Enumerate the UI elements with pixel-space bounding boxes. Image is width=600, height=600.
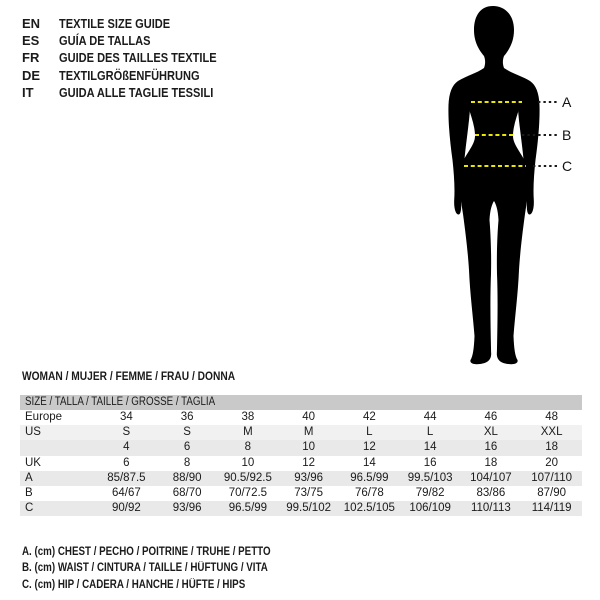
body-silhouette [458, 6, 530, 364]
size-cell: 16 [484, 441, 498, 454]
size-cell: 64/67 [111, 486, 141, 499]
size-cell: 12 [302, 456, 316, 469]
language-label: TEXTILE SIZE GUIDE [59, 16, 171, 31]
size-cell: 14 [423, 441, 437, 454]
size-cell: 12 [362, 441, 376, 454]
size-cell: 85/87.5 [107, 471, 146, 484]
legend-text: B. (cm) WAIST / CINTURA / TAILLE / HÜFTUNG / VITA [22, 562, 268, 575]
size-cell: 93/96 [294, 471, 324, 484]
size-cell: 107/110 [531, 471, 572, 484]
size-cell: M [303, 426, 314, 439]
size-cell: 76/78 [354, 486, 384, 499]
size-cell: 42 [362, 411, 376, 423]
size-cell: 99.5/103 [407, 471, 453, 484]
size-cell: 48 [545, 411, 559, 423]
size-cell: 34 [119, 411, 133, 423]
size-cell: 18 [484, 456, 498, 469]
size-cell: 93/96 [172, 502, 202, 515]
size-cell: 16 [423, 456, 437, 469]
size-cell: 104/107 [470, 471, 512, 484]
language-code: EN [22, 16, 41, 31]
size-cell: 6 [183, 441, 191, 454]
row-label: US [25, 426, 41, 439]
legend-line [22, 577, 314, 593]
size-cell: 70/72.5 [228, 486, 268, 499]
size-cell: S [183, 426, 191, 439]
size-cell: 10 [302, 441, 316, 454]
size-cell: 8 [183, 456, 191, 469]
size-cell: 46 [484, 411, 498, 423]
size-cell: 10 [241, 456, 255, 469]
size-cell: M [243, 426, 253, 439]
table-row [20, 440, 582, 455]
legend-line [22, 560, 314, 576]
size-cell: 14 [362, 456, 376, 469]
language-row [22, 84, 244, 101]
row-label: UK [25, 456, 41, 469]
measurement-legend [22, 544, 314, 593]
size-cell: 106/109 [409, 502, 451, 515]
size-cell: 96.5/99 [350, 471, 389, 484]
size-table-header-text: SIZE / TALLA / TAILLE / GRÖSSE / TAGLIA [25, 396, 216, 408]
size-cell: 114/119 [531, 502, 572, 515]
row-label [20, 440, 96, 455]
hip-label: C [562, 158, 573, 174]
row-label: Europe [25, 411, 63, 423]
legend-text: A. (cm) CHEST / PECHO / POITRINE / TRUHE / PETTO [22, 546, 271, 558]
table-row [20, 410, 582, 425]
size-cell: 99.5/102 [286, 502, 331, 515]
size-cell: S [122, 426, 131, 439]
table-row [20, 486, 582, 501]
size-cell: 8 [244, 441, 252, 454]
table-row [20, 456, 582, 471]
language-row [22, 49, 244, 66]
table-row [20, 501, 582, 516]
category-title [22, 369, 273, 383]
size-cell: 20 [545, 456, 559, 469]
language-row [22, 32, 244, 49]
table-row [20, 425, 582, 440]
size-table [20, 395, 582, 516]
woman-silhouette-graphic [425, 4, 575, 366]
size-cell: 87/90 [537, 486, 567, 499]
language-row [22, 67, 244, 84]
language-label: GUIDE DES TAILLES TEXTILE [59, 50, 217, 66]
size-cell: 96.5/99 [228, 502, 268, 515]
language-code: DE [22, 67, 41, 83]
language-label: GUIDA ALLE TAGLIE TESSILI [59, 84, 214, 100]
size-cell: 110/113 [470, 502, 511, 515]
size-cell: 4 [123, 441, 130, 454]
size-cell: 36 [180, 411, 194, 423]
size-cell: 90.5/92.5 [223, 471, 272, 484]
row-label: B [25, 486, 33, 499]
size-cell: 90/92 [111, 502, 141, 515]
table-row [20, 471, 582, 486]
size-cell: 102.5/105 [343, 502, 395, 515]
row-label: A [25, 471, 33, 484]
chest-label: A [562, 94, 572, 110]
size-cell: 40 [302, 411, 316, 423]
language-list [22, 15, 244, 101]
size-cell: 38 [241, 411, 255, 423]
language-code: FR [22, 50, 40, 66]
language-code: IT [22, 84, 34, 100]
size-cell: 44 [423, 411, 437, 423]
language-label: GUÍA DE TALLAS [59, 33, 151, 49]
size-cell: 6 [123, 456, 130, 469]
category-title-text: WOMAN / MUJER / FEMME / FRAU / DONNA [22, 369, 236, 383]
legend-text: C. (cm) HIP / CADERA / HANCHE / HÜFTE / HIPS [22, 578, 246, 591]
size-cell: 83/86 [476, 486, 506, 499]
size-cell: 88/90 [172, 471, 202, 484]
size-table-body [20, 410, 582, 516]
language-code: ES [22, 33, 40, 49]
size-cell: XL [483, 426, 498, 439]
language-row [22, 15, 244, 32]
size-cell: L [366, 426, 373, 439]
size-cell: 79/82 [415, 486, 445, 499]
size-cell: 73/75 [294, 486, 324, 499]
waist-label: B [562, 127, 572, 143]
legend-line [22, 544, 314, 560]
size-cell: XXL [540, 426, 563, 439]
size-table-header [20, 395, 582, 410]
figure-area [425, 4, 600, 366]
size-cell: 18 [545, 441, 559, 454]
language-label: TEXTILGRÖßENFÜHRUNG [59, 67, 200, 83]
size-cell: 68/70 [172, 486, 202, 499]
row-label: C [25, 502, 34, 515]
size-cell: L [426, 426, 434, 439]
